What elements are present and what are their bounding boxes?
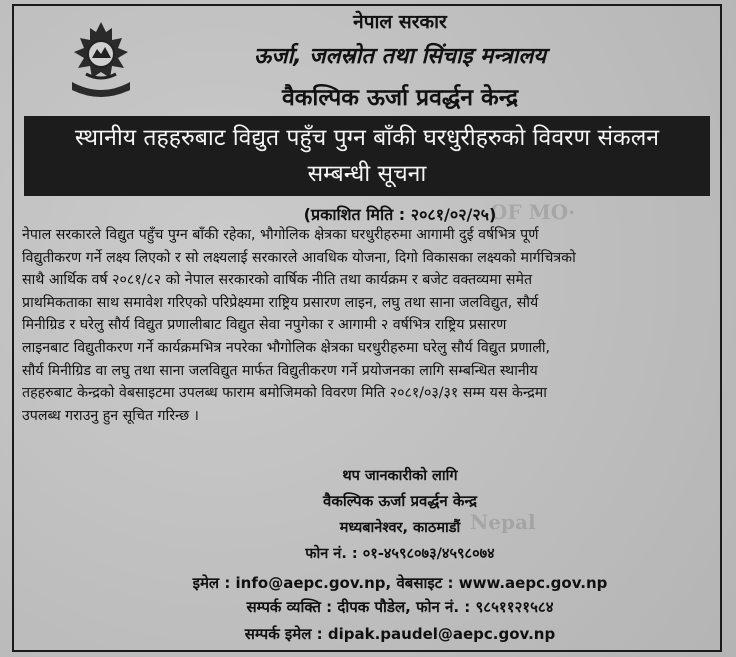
published-date: (प्रकाशित मिति : २०८१/०२/२५): [303, 205, 497, 224]
banner-line-2: सम्बन्धी सूचना: [307, 161, 427, 187]
body-line: तहहरुबाट केन्द्रको वेबसाइटमा उपलब्ध फाराम बमोजिमको विवरण मिति २०८१/०३/३१ सम्म यस केन्द्रमा: [22, 385, 547, 402]
nepal-emblem-icon: [66, 16, 136, 102]
body-line: साथै आर्थिक वर्ष २०८१/८२ को नेपाल सरकारको वार्षिक नीति तथा कार्यक्रम र बजेट वक्तव्यमा समेत: [22, 272, 533, 289]
contact-address: मध्यबानेश्वर, काठमाडौं: [339, 520, 461, 536]
center-title: वैकल्पिक ऊर्जा प्रवर्द्धन केन्द्र: [281, 85, 519, 111]
government-title: नेपाल सरकार: [353, 11, 447, 33]
body-line: नेपाल सरकारले विद्युत पहुँच पुग्न बाँकी रहेका, भौगोलिक क्षेत्रका घरधुरीहरुमा आगामी दुई वर्षभित्र पूर्ण: [22, 227, 539, 243]
body-line: मिनीग्रिड र घरेलु सौर्य विद्युत प्रणालीबाट विद्युत सेवा नपुगेका र आगामी २ वर्षभित्र राष्ट्रिय प्रसारण: [22, 317, 507, 334]
contact-email-web: इमेल : info@aepc.gov.np, वेबसाइट : www.aepc.gov.np: [192, 574, 608, 592]
body-line: विद्युतीकरण गर्ने लक्ष्य लिएको र सो लक्ष्यलाई सरकारले आवधिक योजना, दिगो विकासका लक्ष्यको मार्गचित्रको: [22, 249, 576, 266]
body-line: उपलब्ध गराउनु हुन सूचित गरिन्छ ।: [22, 407, 199, 424]
ministry-title: ऊर्जा, जलस्रोत तथा सिंचाइ मन्त्रालय: [253, 44, 547, 69]
contact-person-email: सम्पर्क इमेल : dipak.paudel@aepc.gov.np: [244, 625, 556, 643]
contact-org: वैकल्पिक ऊर्जा प्रवर्द्धन केन्द्र: [323, 492, 477, 510]
body-line: लाइनबाट विद्युतीकरण गर्ने कार्यक्रमभित्र नपरेका भौगोलिक क्षेत्रका घरधुरीहरुमा घरेलु सौर्य विद्युत प्रणाली,: [22, 339, 551, 356]
show-through-text: OF MO·: [490, 200, 576, 224]
body-line: प्राथमिकताका साथ समावेश गरिएको परिप्रेक्ष्यमा राष्ट्रिय प्रसारण लाइन, लघु तथा साना जलविद्युत, सौर्य: [22, 294, 539, 311]
show-through-text: Nepal: [470, 510, 536, 534]
contact-phone: फोन नं. : ०१-४५९८०७३/४५९८०७४: [305, 546, 495, 562]
notice-body: [22, 224, 712, 427]
notice-banner: [24, 116, 710, 196]
body-line: सौर्य मिनीग्रिड वा लघु तथा साना जलविद्युत मार्फत विद्युतीकरण गर्ने प्रयोजनका लागि सम्बन्धित स्थानीय: [22, 362, 538, 379]
banner-line-1: स्थानीय तहहरुबाट विद्युत पहुँच पुग्न बाँकी घरधुरीहरुको विवरण संकलन: [74, 125, 660, 151]
contact-person: सम्पर्क व्यक्ति : दीपक पौडेल, फोन नं. : ९८५११२१५८४: [246, 598, 554, 616]
contact-heading: थप जानकारीको लागि: [342, 468, 458, 484]
